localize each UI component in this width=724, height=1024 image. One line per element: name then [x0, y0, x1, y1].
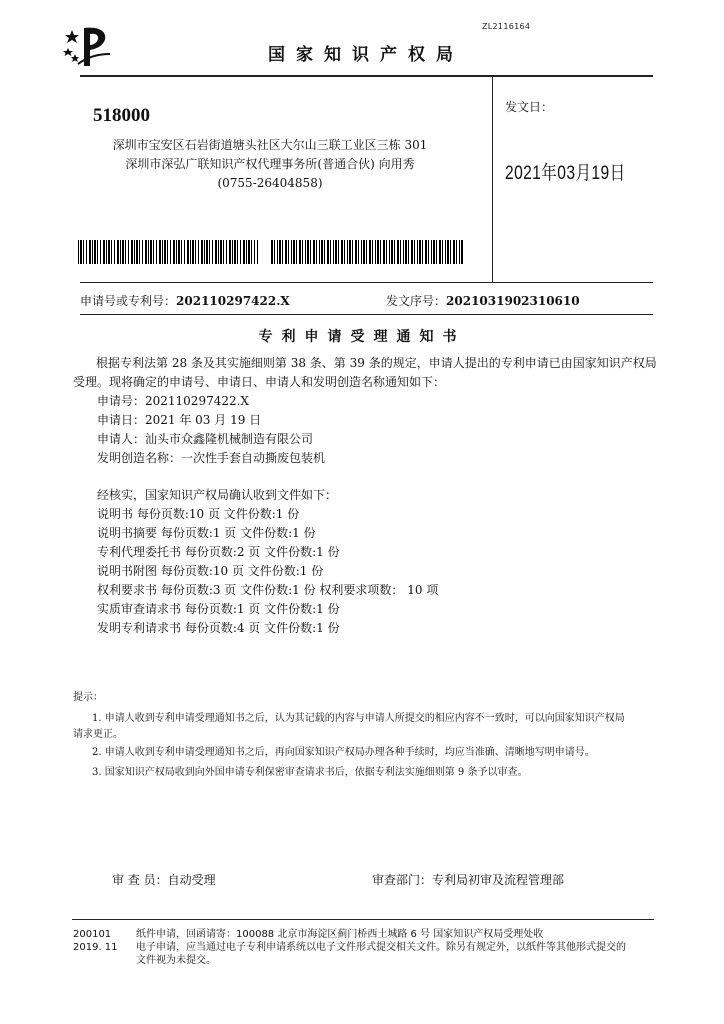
intro-line-2: 受理。现将确定的申请号、申请日、申请人和发明创造名称通知如下：	[73, 375, 446, 389]
file-item: 专利代理委托书 每份页数:2 页 文件份数:1 份	[97, 545, 340, 559]
cnipa-logo-icon	[62, 24, 114, 68]
notes-heading: 提示：	[73, 692, 103, 703]
note-3: 3. 国家知识产权局收到向外国申请专利保密审查请求书后，依据专利法实施细则第 9 条予以审查。	[92, 767, 528, 778]
file-item: 说明书 每份页数:10 页 文件份数:1 份	[97, 507, 300, 521]
document-code: ZL2116164	[482, 22, 531, 31]
file-item: 权利要求书 每份页数:3 页 文件份数:1 份 权利要求项数： 10 项	[97, 583, 439, 597]
detail-application-number: 申请号：202110297422.X	[97, 394, 249, 408]
footer-mail-address: 纸件申请，回函请寄：100088 北京市海淀区蓟门桥西土城路 6 号 国家知识产权局受理处收	[136, 929, 544, 940]
file-item: 实质审查请求书 每份页数:1 页 文件份数:1 份	[97, 602, 340, 616]
top-rule	[80, 75, 653, 77]
file-item: 说明书摘要 每份页数:1 页 文件份数:1 份	[97, 526, 316, 540]
meta-bottom-rule	[80, 314, 653, 315]
form-code: 200101	[73, 929, 112, 940]
footer-electronic-note-cont: 文件视为未提交。	[136, 955, 216, 966]
footer-electronic-note: 电子申请，应当通过电子专利申请系统以电子文件形式提交相关文件。除另有规定外，以纸件等其他形式提交的	[136, 942, 626, 953]
note-1-line-1: 1. 申请人收到专利申请受理通知书之后，认为其记载的内容与申请人所提交的相应内容不一致时，可以向国家知识产权局	[92, 713, 625, 724]
detail-application-date: 申请日：2021 年 03 月 19 日	[97, 413, 262, 427]
serial-number: 2021031902310610	[446, 294, 580, 308]
notice-title: 专利申请受理通知书	[258, 329, 466, 345]
files-intro: 经核实，国家知识产权局确认收到文件如下：	[97, 488, 338, 502]
examiner: 审 查 员：自动受理	[112, 873, 216, 887]
file-item: 发明专利请求书 每份页数:4 页 文件份数:1 份	[97, 621, 340, 635]
detail-applicant: 申请人：汕头市众鑫隆机械制造有限公司	[97, 432, 314, 446]
office-name: 国家知识产权局	[268, 45, 464, 65]
address-bottom-rule	[80, 282, 653, 283]
note-2: 2. 申请人收到专利申请受理通知书之后，再向国家知识产权局办理各种手续时，均应当准确、清晰地写明申请号。	[92, 747, 595, 758]
application-number-row	[80, 292, 290, 309]
barcode-left	[78, 240, 258, 264]
detail-invention-title: 发明创造名称：一次性手套自动撕废包装机	[97, 451, 326, 465]
agency-phone: (0755-26404858)	[217, 176, 323, 190]
recipient-address: 深圳市宝安区石岩街道塘头社区大尔山三联工业区三栋 301	[112, 138, 428, 152]
serial-number-label: 发文序号：	[386, 294, 447, 308]
form-version: 2019. 11	[73, 942, 118, 953]
sent-date: 2021年03月19日	[505, 163, 626, 184]
note-1-line-2: 请求更正。	[73, 729, 123, 740]
postcode: 518000	[93, 105, 150, 126]
serial-number-row	[386, 292, 580, 309]
sent-date-label: 发文日：	[505, 100, 554, 114]
footer-rule	[72, 919, 654, 920]
application-number-label: 申请号或专利号：	[80, 294, 177, 308]
review-department: 审查部门：专利局初审及流程管理部	[372, 873, 565, 887]
application-number: 202110297422.X	[176, 294, 290, 308]
barcode-right	[271, 240, 463, 264]
intro-line-1: 根据专利法第 28 条及其实施细则第 38 条、第 39 条的规定，申请人提出的专利申请已由国家知识产权局	[96, 356, 657, 370]
file-item: 说明书附图 每份页数:10 页 文件份数:1 份	[97, 564, 324, 578]
agency-name: 深圳市深弘广联知识产权代理事务所(普通合伙) 向用秀	[125, 157, 415, 171]
